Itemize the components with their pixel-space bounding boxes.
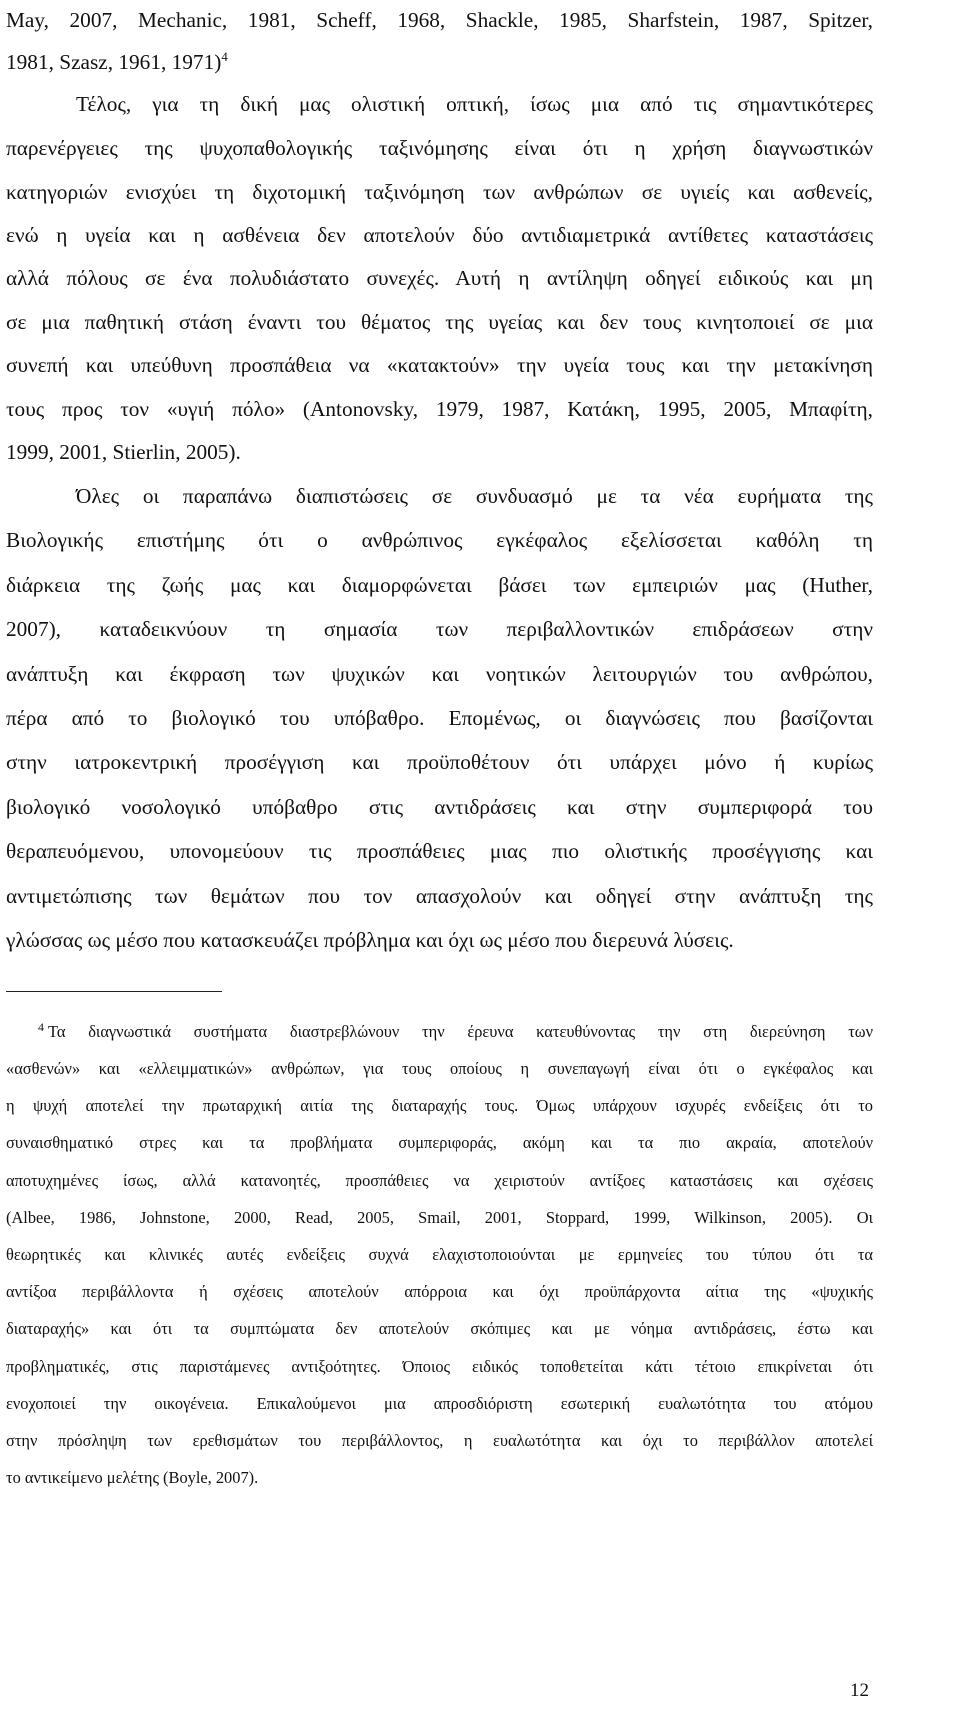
body-line: αντιμετώπισης των θεμάτων που τον απασχολούν και οδηγεί στην ανάπτυξη της (6, 884, 873, 908)
body-line: θεραπευόμενου, υπονομεύουν τις προσπάθειες μιας πιο ολιστικής προσέγγισης και (6, 839, 873, 863)
body-line: 1999, 2001, Stierlin, 2005). (6, 440, 241, 464)
paragraph-first-line: Όλες οι παραπάνω διαπιστώσεις σε συνδυασμό με τα νέα ευρήματα της (76, 484, 873, 508)
footnote-line: θεωρητικές και κλινικές αυτές ενδείξεις συχνά ελαχιστοποιούνται με ερμηνείες του τύπου ότι τα (6, 1245, 873, 1264)
body-line: διάρκεια της ζωής μας και διαμορφώνεται βάσει των εμπειριών μας (Huther, (6, 573, 873, 597)
footnote-line: αντίξοα περιβάλλοντα ή σχέσεις αποτελούν απόρροια και όχι προϋπάρχοντα αίτια της «ψυχικής (6, 1282, 873, 1301)
footnote-line: διαταραχής» και ότι τα συμπτώματα δεν αποτελούν σκόπιμες και με νόημα αντιδράσεις, έστω και (6, 1319, 873, 1338)
body-line: σε μια παθητική στάση έναντι του θέματος της υγείας και δεν τους κινητοποιεί σε μια (6, 310, 873, 334)
paragraph-first-line: Τέλος, για τη δική μας ολιστική οπτική, ίσως μια από τις σημαντικότερες (76, 92, 873, 116)
footnote-line: συναισθηματικό στρες και τα προβλήματα συμπεριφοράς, ακόμη και τα πιο ακραία, αποτελούν (6, 1133, 873, 1152)
body-line: May, 2007, Mechanic, 1981, Scheff, 1968, Shackle, 1985, Sharfstein, 1987, Spitzer, (6, 8, 873, 32)
page-number: 12 (850, 1680, 869, 1701)
body-line: ενώ η υγεία και η ασθένεια δεν αποτελούν δύο αντιδιαμετρικά αντίθετες καταστάσεις (6, 223, 873, 247)
footnote-line: αποτυχημένες ίσως, αλλά κατανοητές, προσπάθειες να χειριστούν αντίξοες καταστάσεις και σχέσεις (6, 1171, 873, 1190)
body-line: στην ιατροκεντρική προσέγγιση και προϋποθέτουν ότι υπάρχει μόνο ή κυρίως (6, 750, 873, 774)
footnote-line: (Albee, 1986, Johnstone, 2000, Read, 2005, Smail, 2001, Stoppard, 1999, Wilkinson, 2005). Οι (6, 1208, 873, 1227)
footnote-line: «ασθενών» και «ελλειμματικών» ανθρώπων, για τους οποίους η συνεπαγωγή είναι ότι ο εγκέφαλος και (6, 1059, 873, 1078)
body-line: συνεπή και υπεύθυνη προσπάθεια να «κατακτούν» την υγεία τους και την μετακίνηση (6, 353, 873, 377)
body-line: τους προς τον «υγιή πόλο» (Antonovsky, 1979, 1987, Κατάκη, 1995, 2005, Μπαφίτη, (6, 397, 873, 421)
body-line: παρενέργειες της ψυχοπαθολογικής ταξινόμησης είναι ότι η χρήση διαγνωστικών (6, 136, 873, 160)
footnote-number: 4 (38, 1020, 44, 1034)
body-line: γλώσσας ως μέσο που κατασκευάζει πρόβλημα και όχι ως μέσο που διερευνά λύσεις. (6, 928, 734, 952)
body-line: κατηγοριών ενισχύει τη διχοτομική ταξινόμηση των ανθρώπων σε υγιείς και ασθενείς, (6, 180, 873, 204)
footnote-line: το αντικείμενο μελέτης (Boyle, 2007). (6, 1468, 259, 1487)
body-line-with-footnote-ref (6, 50, 228, 75)
footnote-first-line (38, 1022, 873, 1042)
footnote-reference: 4 (221, 49, 228, 64)
body-line: ανάπτυξη και έκφραση των ψυχικών και νοητικών λειτουργιών του ανθρώπου, (6, 662, 873, 686)
body-line: 2007), καταδεικνύουν τη σημασία των περιβαλλοντικών επιδράσεων στην (6, 617, 873, 641)
body-line: βιολογικό νοσολογικό υπόβαθρο στις αντιδράσεις και στην συμπεριφορά του (6, 795, 873, 819)
footnote-text: Τα διαγνωστικά συστήματα διαστρεβλώνουν την έρευνα κατευθύνοντας την στη διερεύνηση των (48, 1022, 873, 1041)
footnote-line: η ψυχή αποτελεί την πρωταρχική αιτία της διαταραχής τους. Όμως υπάρχουν ισχυρές ενδείξεις ότι το (6, 1096, 873, 1115)
body-line: Βιολογικής επιστήμης ότι ο ανθρώπινος εγκέφαλος εξελίσσεται καθόλη τη (6, 528, 873, 552)
footnote-line: προβληματικές, στις παριστάμενες αντιξοότητες. Όποιος ειδικός τοποθετείται κάτι τέτοιο επικρίνεται ότι (6, 1357, 873, 1376)
footnote-line: ενοχοποιεί την οικογένεια. Επικαλούμενοι μια απροσδιόριστη εσωτερική ευαλωτότητα του ατόμου (6, 1394, 873, 1413)
body-text: 1981, Szasz, 1961, 1971) (6, 50, 222, 74)
body-line: αλλά πόλους σε ένα πολυδιάστατο συνεχές. Αυτή η αντίληψη οδηγεί ειδικούς και μη (6, 266, 873, 290)
footnote-separator (6, 991, 222, 992)
footnote-line: στην πρόσληψη των ερεθισμάτων του περιβάλλοντος, η ευαλωτότητα και όχι το περιβάλλον αποτελεί (6, 1431, 873, 1450)
body-line: πέρα από το βιολογικό του υπόβαθρο. Επομένως, οι διαγνώσεις που βασίζονται (6, 706, 873, 730)
